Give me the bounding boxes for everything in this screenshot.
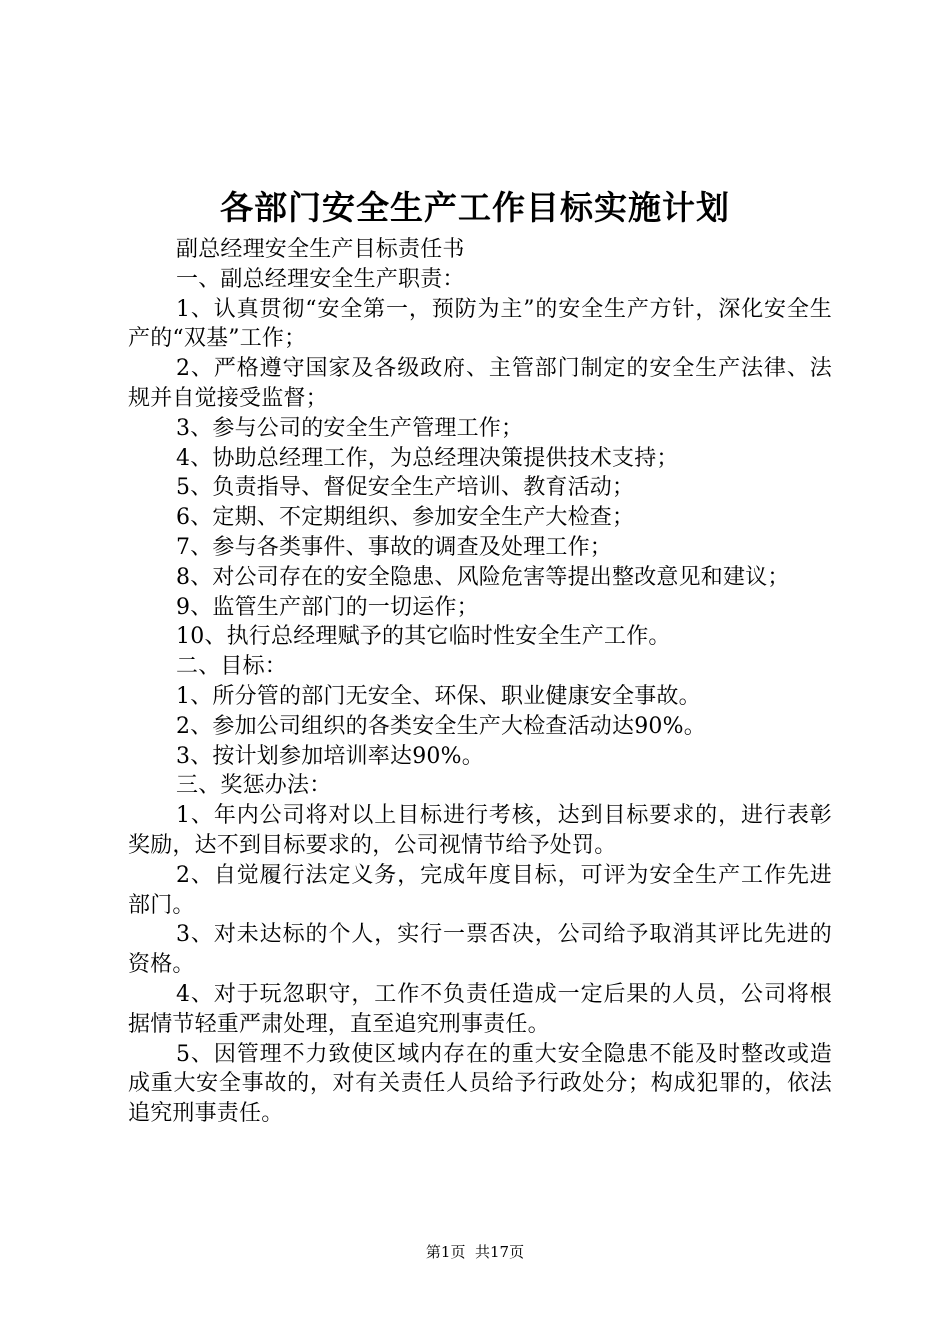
reward-item-5: 5、因管理不力致使区域内存在的重大安全隐患不能及时整改或造成重大安全事故的，对有关责任人员给予行政处分；构成犯罪的，依法追究刑事责任。	[128, 1041, 832, 1127]
document-body	[128, 235, 832, 1129]
goal-item-1: 1、所分管的部门无安全、环保、职业健康安全事故。	[176, 683, 701, 709]
section-heading-rewards: 三、奖惩办法：	[176, 773, 332, 799]
duty-item-10: 10、执行总经理赋予的其它临时性安全生产工作。	[176, 624, 671, 650]
section-heading-duties: 一、副总经理安全生产职责：	[176, 266, 465, 292]
duty-item-8: 8、对公司存在的安全隐患、风险危害等提出整改意见和建议；	[176, 564, 790, 590]
reward-item-3: 3、对未达标的个人，实行一票否决，公司给予取消其评比先进的资格。	[128, 922, 832, 978]
duty-item-4: 4、协助总经理工作，为总经理决策提供技术支持；	[176, 445, 679, 471]
reward-item-1: 1、年内公司将对以上目标进行考核，达到目标要求的，进行表彰奖励，达不到目标要求的，公司视情节给予处罚。	[128, 803, 832, 858]
duty-item-3: 3、参与公司的安全生产管理工作；	[176, 415, 524, 441]
duty-item-9: 9、监管生产部门的一切运作；	[176, 594, 479, 620]
duty-item-1: 1、认真贯彻“安全第一，预防为主”的安全生产方针，深化安全生产的“双基”工作；	[128, 296, 832, 352]
reward-item-2: 2、自觉履行法定义务，完成年度目标，可评为安全生产工作先进部门。	[128, 862, 832, 918]
goal-item-3: 3、按计划参加培训率达90%。	[176, 743, 484, 769]
duty-item-5: 5、负责指导、督促安全生产培训、教育活动；	[176, 475, 635, 501]
section-heading-goals: 二、目标：	[176, 654, 288, 680]
duty-item-6: 6、定期、不定期组织、参加安全生产大检查；	[176, 505, 635, 531]
page-title: 各部门安全生产工作目标实施计划	[220, 188, 730, 227]
reward-item-4: 4、对于玩忽职守，工作不负责任造成一定后果的人员，公司将根据情节轻重严肃处理，直至追究刑事责任。	[128, 981, 832, 1037]
goal-item-2: 2、参加公司组织的各类安全生产大检查活动达90%。	[176, 713, 706, 739]
duty-item-2: 2、严格遵守国家及各级政府、主管部门制定的安全生产法律、法规并自觉接受监督；	[128, 356, 832, 411]
duty-item-7: 7、参与各类事件、事故的调查及处理工作；	[176, 534, 612, 560]
page-number-footer: 第1页 共17页	[425, 1243, 525, 1261]
paragraph-heading: 副总经理安全生产目标责任书	[176, 237, 465, 262]
